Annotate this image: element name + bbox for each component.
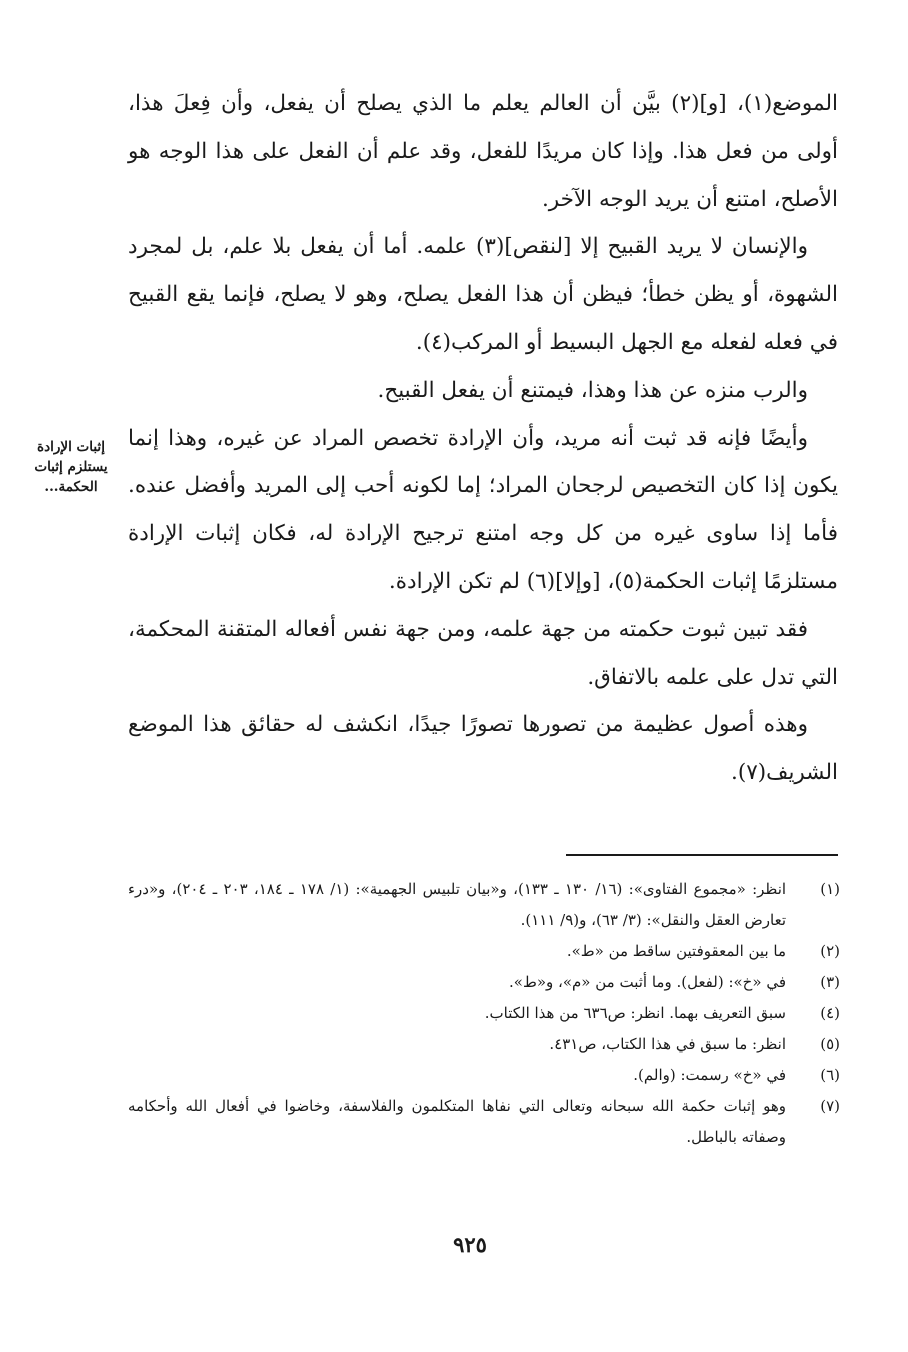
footnote-text: في «خ»: (لفعل). وما أثبت من «م»، و«ط». bbox=[509, 973, 786, 991]
footnote-text: وهو إثبات حكمة الله سبحانه وتعالى التي نفاها المتكلمون والفلاسفة، وخاضوا في أفعال الله وأحكامه وصفاته بالباطل. bbox=[128, 1097, 786, 1146]
footnote-1 bbox=[128, 874, 840, 936]
page-number: ٩٢٥ bbox=[453, 1232, 487, 1257]
footnotes bbox=[128, 874, 840, 1153]
footnote-number: (٢) bbox=[820, 942, 840, 960]
footnote-text: في «خ» رسمت: (والم). bbox=[633, 1066, 786, 1084]
footnote-number: (٣) bbox=[820, 973, 840, 991]
footnote-2 bbox=[128, 936, 840, 967]
footnote-text: سبق التعريف بهما. انظر: ص٦٣٦ من هذا الكتاب. bbox=[484, 1004, 786, 1022]
paragraph-2: والإنسان لا يريد القبيح إلا [لنقص](٣) علمه. أما أن يفعل بلا علم، بل لمجرد الشهوة، أو يظن خطأ؛ فيظن أن هذا الفعل يصلح، وهو لا يصلح، فإنما يقع القبيح في فعله لفعله مع الجهل البسيط أو المركب(٤). bbox=[128, 234, 838, 355]
footnote-number: (١) bbox=[820, 880, 840, 898]
footnote-7 bbox=[128, 1091, 840, 1153]
footnote-text: ما بين المعقوفتين ساقط من «ط». bbox=[566, 942, 786, 960]
main-text bbox=[128, 80, 838, 797]
footnote-5 bbox=[128, 1029, 840, 1060]
footnote-text: انظر: «مجموع الفتاوى»: (١٦/ ١٣٠ ـ ١٣٣)، و«بيان تلبيس الجهمية»: (١/ ١٧٨ ـ ١٨٤، ٢٠٣ ـ ٢٠٤)، و«درء تعارض العقل والنقل»: (٣/ ٦٣)، و(٩/ ١١١). bbox=[128, 880, 787, 929]
paragraph-4: وأيضًا فإنه قد ثبت أنه مريد، وأن الإرادة تخصص المراد عن غيره، وهذا إنما يكون إذا كان التخصيص لرجحان المراد؛ إما لكونه أحب إلى المريد وأفضل عنده. فأما إذا ساوى غيره من كل وجه امتنع ترجيح الإرادة له، فكان إثبات الإرادة مستلزمًا إثبات الحكمة(٥)، [وإلا](٦) لم تكن الإرادة. bbox=[128, 425, 838, 594]
paragraph-5: فقد تبين ثبوت حكمته من جهة علمه، ومن جهة نفس أفعاله المتقنة المحكمة، التي تدل على علمه بالاتفاق. bbox=[128, 616, 838, 690]
footnote-4 bbox=[128, 998, 840, 1029]
footnote-3 bbox=[128, 967, 840, 998]
footnote-6 bbox=[128, 1060, 840, 1091]
footnote-text: انظر: ما سبق في هذا الكتاب، ص٤٣١. bbox=[549, 1035, 786, 1053]
paragraph-1: الموضع(١)، [و](٢) بيَّن أن العالم يعلم ما الذي يصلح أن يفعل، وأن فِعلَ هذا، أولى من فعل هذا. وإذا كان مريدًا للفعل، وقد علم أن الفعل على هذا الوجه هو الأصلح، امتنع أن يريد الوجه الآخر. bbox=[128, 91, 838, 212]
paragraph-6: وهذه أصول عظيمة من تصورها تصورًا جيدًا، انكشف له حقائق هذا الموضع الشريف(٧). bbox=[128, 712, 838, 786]
footnote-number: (٧) bbox=[820, 1097, 840, 1115]
footnote-number: (٦) bbox=[820, 1066, 840, 1084]
footnote-number: (٤) bbox=[820, 1004, 840, 1022]
footnote-number: (٥) bbox=[820, 1035, 840, 1053]
margin-note: إثبات الإرادة يستلزم إثبات الحكمة... bbox=[34, 439, 108, 495]
footnote-divider bbox=[566, 854, 838, 856]
paragraph-3: والرب منزه عن هذا وهذا، فيمتنع أن يفعل القبيح. bbox=[377, 377, 808, 403]
